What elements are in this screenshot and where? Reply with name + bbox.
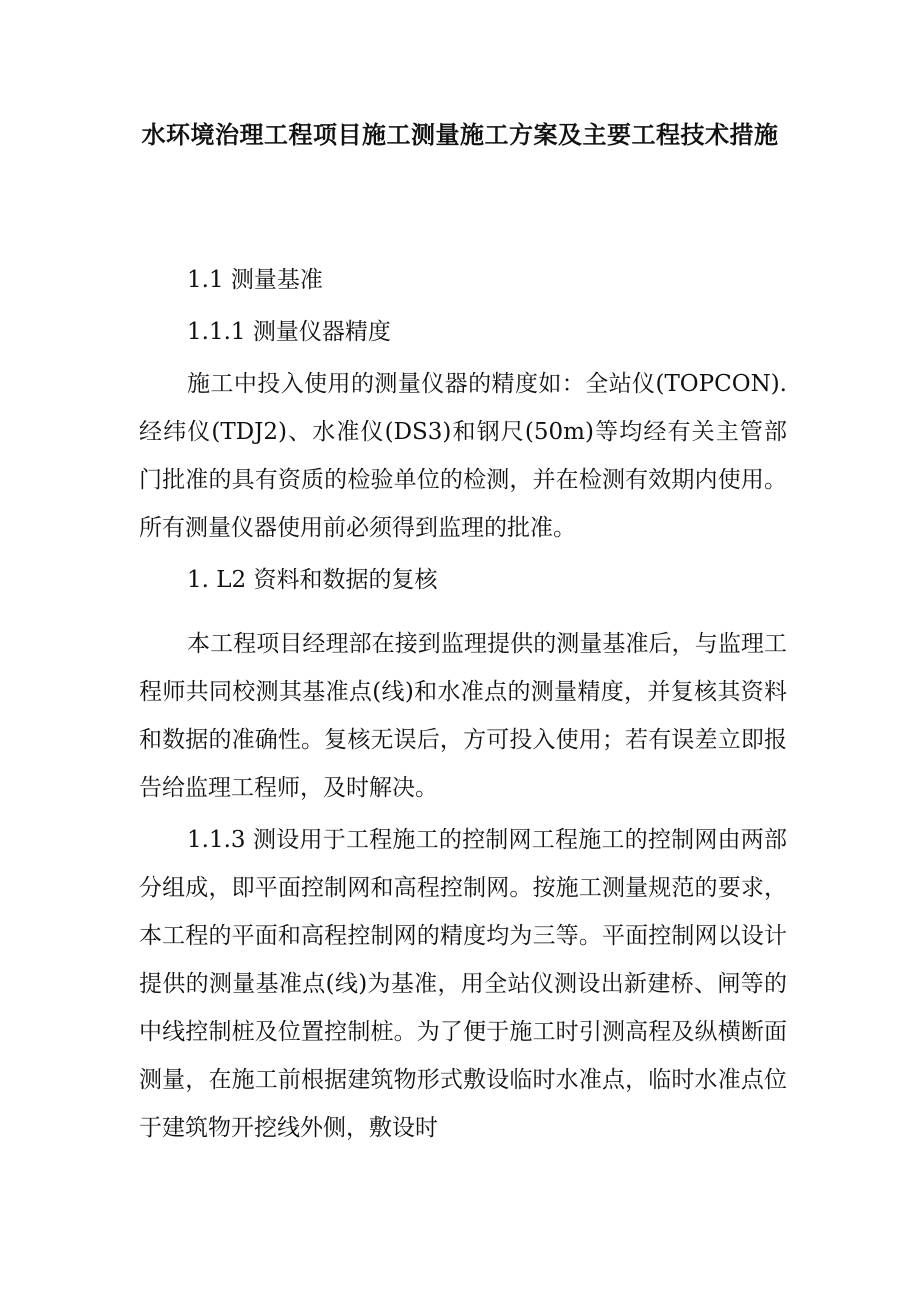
section-heading-1-1-1: 1.1.1 测量仪器精度 (187, 319, 391, 345)
paragraph-control-network: 1.1.3 测设用于工程施工的控制网工程施工的控制网由两部分组成，即平面控制网和高程控制网。按施工测量规范的要求，本工程的平面和高程控制网的精度均为三等。平面控制网以设计提供的测量基准点(线)为基准，用全站仪测设出新建桥、闸等的中线控制桩及位置控制桩。为了便于施工时引测高程及纵横断面测量，在施工前根据建筑物形式敷设临时水准点，临时水准点位于建筑物开挖线外侧，敷设时 (139, 827, 787, 1141)
paragraph-data-review: 本工程项目经理部在接到监理提供的测量基准后，与监理工程师共同校测其基准点(线)和水准点的测量精度，并复核其资料和数据的准确性。复核无误后，方可投入使用；若有误差立即报告给监理工程师，及时解决。 (139, 631, 787, 801)
document-body (139, 256, 787, 1152)
paragraph-instrument-precision: 施工中投入使用的测量仪器的精度如：全站仪(TOPCON).经纬仪(TDJ2)、水准仪(DS3)和钢尺(50m)等均经有关主管部门批准的具有资质的检验单位的检测，并在检测有效期内使用。所有测量仪器使用前必须得到监理的批准。 (139, 371, 787, 541)
document-title: 水环境治理工程项目施工测量施工方案及主要工程技术措施 (141, 121, 779, 149)
section-heading-1-1: 1.1 测量基准 (187, 267, 323, 293)
section-heading-1-1-2: 1. L2 资料和数据的复核 (187, 567, 438, 593)
